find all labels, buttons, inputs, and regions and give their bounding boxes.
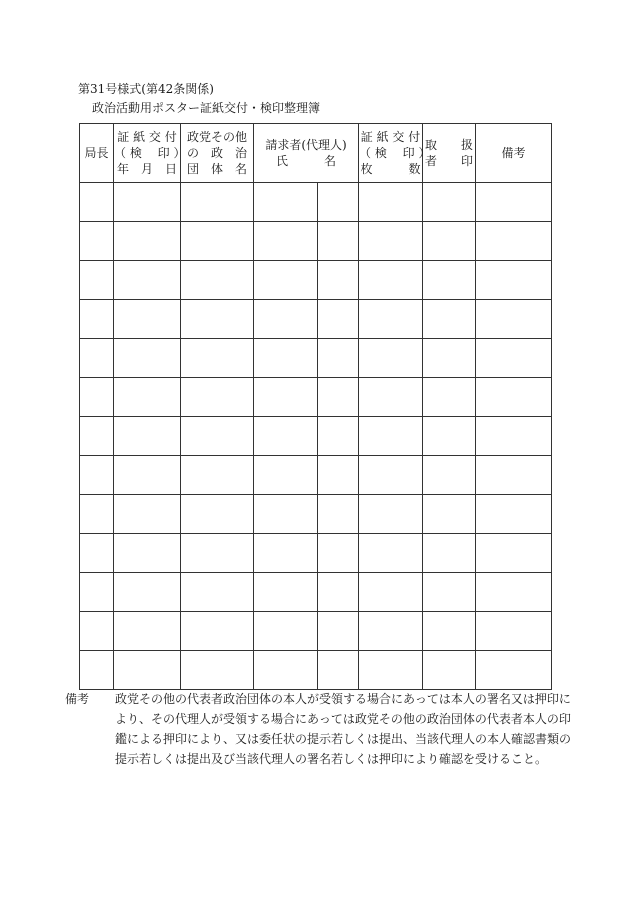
table-cell[interactable] <box>359 534 423 573</box>
header-row <box>80 124 552 183</box>
table-cell[interactable] <box>181 573 254 612</box>
header-line: 枚 数 <box>360 162 421 176</box>
notes-text: 政党その他の代表者政治団体の本人が受領する場合にあっては本人の署名又は押印により、その代理人が受領する場合にあっては政党その他の政治団体の代表者本人の印鑑による押印により、又は委任状の提示若しくは提出、当該代理人の本人確認書類の提示若しくは提出及び当該代理人の署名若しくは押印により確認を受けること。 <box>115 692 572 766</box>
table-cell[interactable] <box>254 495 318 534</box>
table-row <box>80 300 552 339</box>
table-cell[interactable] <box>181 222 254 261</box>
table-cell[interactable] <box>476 534 552 573</box>
table-cell[interactable] <box>359 651 423 690</box>
table-cell[interactable] <box>359 378 423 417</box>
table-row <box>80 534 552 573</box>
table-row <box>80 612 552 651</box>
table-cell[interactable] <box>114 495 181 534</box>
header-line: （ 検 印 ） <box>359 146 431 160</box>
table-cell[interactable] <box>318 573 359 612</box>
table-row <box>80 651 552 690</box>
table-cell[interactable] <box>318 261 359 300</box>
table-cell[interactable] <box>254 339 318 378</box>
table-cell[interactable] <box>254 573 318 612</box>
header-line: 氏 名 <box>275 154 336 168</box>
notes <box>65 689 575 769</box>
table-cell[interactable] <box>359 456 423 495</box>
table-row <box>80 378 552 417</box>
table-cell[interactable] <box>181 495 254 534</box>
table-cell[interactable] <box>80 417 114 456</box>
table-cell[interactable] <box>80 378 114 417</box>
table-cell[interactable] <box>318 222 359 261</box>
header-line: 取 扱 <box>424 138 473 152</box>
table-cell[interactable] <box>181 456 254 495</box>
table-cell[interactable] <box>359 261 423 300</box>
header-line: 者 印 <box>424 154 473 168</box>
header-requester-name <box>254 124 359 183</box>
table-cell[interactable] <box>114 339 181 378</box>
table-cell[interactable] <box>80 261 114 300</box>
table-cell[interactable] <box>80 222 114 261</box>
table-cell[interactable] <box>114 417 181 456</box>
form-number: 第31号様式(第42条関係) <box>78 82 214 96</box>
table-cell[interactable] <box>254 612 318 651</box>
table-cell[interactable] <box>181 339 254 378</box>
table-cell[interactable] <box>476 612 552 651</box>
table-cell[interactable] <box>359 612 423 651</box>
header-line: （ 検 印 ） <box>114 146 186 160</box>
table-cell[interactable] <box>318 300 359 339</box>
header-remarks <box>476 124 552 183</box>
table-cell[interactable] <box>423 612 476 651</box>
table-cell[interactable] <box>80 651 114 690</box>
table-cell[interactable] <box>476 378 552 417</box>
header-line: 局長 <box>84 146 109 160</box>
table-cell[interactable] <box>181 378 254 417</box>
table-cell[interactable] <box>80 495 114 534</box>
table-cell[interactable] <box>254 651 318 690</box>
header-line: 備考 <box>501 146 526 160</box>
form-title: 政治活動用ポスター証紙交付・検印整理簿 <box>92 101 321 115</box>
header-issue-date <box>114 124 186 183</box>
table-cell[interactable] <box>254 456 318 495</box>
table-cell[interactable] <box>318 456 359 495</box>
table-cell[interactable] <box>476 183 552 222</box>
table-cell[interactable] <box>181 417 254 456</box>
table-cell[interactable] <box>181 612 254 651</box>
table-cell[interactable] <box>423 222 476 261</box>
table-cell[interactable] <box>80 573 114 612</box>
table-row <box>80 183 552 222</box>
header-line: 証 紙 交 付 <box>117 130 177 144</box>
table-cell[interactable] <box>318 417 359 456</box>
table-cell[interactable] <box>423 495 476 534</box>
table-cell[interactable] <box>318 612 359 651</box>
header-line: 請求者(代理人) <box>265 138 347 152</box>
table-cell[interactable] <box>114 612 181 651</box>
table-cell[interactable] <box>476 261 552 300</box>
table-cell[interactable] <box>254 183 318 222</box>
table-cell[interactable] <box>423 378 476 417</box>
table-cell[interactable] <box>476 495 552 534</box>
header-line: の 政 治 <box>186 146 247 160</box>
register-table <box>79 123 552 690</box>
table-row <box>80 573 552 612</box>
table-cell[interactable] <box>423 417 476 456</box>
table-cell[interactable] <box>476 222 552 261</box>
table-cell[interactable] <box>254 417 318 456</box>
table-cell[interactable] <box>423 300 476 339</box>
table-cell[interactable] <box>476 300 552 339</box>
table-cell[interactable] <box>114 456 181 495</box>
table-cell[interactable] <box>181 183 254 222</box>
header-director <box>80 124 114 183</box>
notes-heading: 備考 <box>65 692 90 706</box>
table-cell[interactable] <box>80 534 114 573</box>
table-cell[interactable] <box>423 261 476 300</box>
table-cell[interactable] <box>423 339 476 378</box>
table-cell[interactable] <box>359 573 423 612</box>
table-cell[interactable] <box>80 456 114 495</box>
table-cell[interactable] <box>318 339 359 378</box>
table-cell[interactable] <box>254 534 318 573</box>
table-cell[interactable] <box>476 417 552 456</box>
table-cell[interactable] <box>318 378 359 417</box>
table-cell[interactable] <box>476 573 552 612</box>
table-cell[interactable] <box>476 456 552 495</box>
table-cell[interactable] <box>181 534 254 573</box>
table-cell[interactable] <box>80 339 114 378</box>
table-row <box>80 339 552 378</box>
table-row <box>80 495 552 534</box>
header-handler-seal <box>423 124 476 183</box>
table-cell[interactable] <box>423 534 476 573</box>
header-issue-count <box>359 124 431 183</box>
table-cell[interactable] <box>114 261 181 300</box>
header-line: 政党その他 <box>186 130 247 144</box>
table-cell[interactable] <box>359 417 423 456</box>
table-cell[interactable] <box>80 300 114 339</box>
table-cell[interactable] <box>114 534 181 573</box>
table-cell[interactable] <box>181 261 254 300</box>
table-cell[interactable] <box>318 495 359 534</box>
table-cell[interactable] <box>476 339 552 378</box>
table-row <box>80 417 552 456</box>
table-cell[interactable] <box>114 183 181 222</box>
header-line: 団 体 名 <box>186 162 247 176</box>
register-body <box>80 183 552 690</box>
table-cell[interactable] <box>423 651 476 690</box>
table-cell[interactable] <box>254 222 318 261</box>
table-cell[interactable] <box>359 339 423 378</box>
table-cell[interactable] <box>359 222 423 261</box>
header-line: 年 月 日 <box>116 162 177 176</box>
table-cell[interactable] <box>423 456 476 495</box>
table-cell[interactable] <box>114 222 181 261</box>
table-row <box>80 261 552 300</box>
table-cell[interactable] <box>114 573 181 612</box>
table-cell[interactable] <box>359 300 423 339</box>
table-cell[interactable] <box>114 300 181 339</box>
table-cell[interactable] <box>423 183 476 222</box>
table-cell[interactable] <box>114 651 181 690</box>
table-cell[interactable] <box>181 300 254 339</box>
table-cell[interactable] <box>318 534 359 573</box>
header-party-name <box>181 124 254 183</box>
header-line: 証 紙 交 付 <box>360 130 421 144</box>
table-cell[interactable] <box>318 183 359 222</box>
table-cell[interactable] <box>181 651 254 690</box>
table-cell[interactable] <box>318 651 359 690</box>
table-cell[interactable] <box>359 495 423 534</box>
table-row <box>80 222 552 261</box>
table-cell[interactable] <box>80 183 114 222</box>
table-cell[interactable] <box>254 378 318 417</box>
table-cell[interactable] <box>359 183 423 222</box>
table-cell[interactable] <box>114 378 181 417</box>
table-cell[interactable] <box>423 573 476 612</box>
table-row <box>80 456 552 495</box>
table-cell[interactable] <box>80 612 114 651</box>
table-cell[interactable] <box>476 651 552 690</box>
table-cell[interactable] <box>254 300 318 339</box>
table-cell[interactable] <box>254 261 318 300</box>
